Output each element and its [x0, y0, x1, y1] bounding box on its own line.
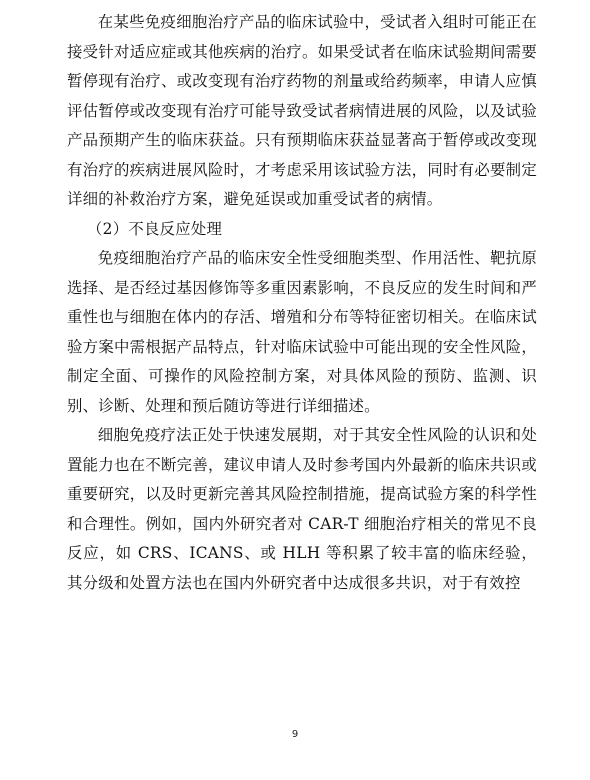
- paragraph-clinical-safety: 免疫细胞治疗产品的临床安全性受细胞类型、作用活性、靶抗原选择、是否经过基因修饰等多重因素影响，不良反应的发生时间和严重性也与细胞在体内的存活、增殖和分布等特征密切相关。在临床试验方案中需根据产品特点，针对临床试验中可能出现的安全性风险，制定全面、可操作的风险控制方案，对具体风险的预防、监测、识别、诊断、处理和预后随访等进行详细描述。: [67, 249, 537, 415]
- paragraph-existing-treatment: 在某些免疫细胞治疗产品的临床试验中，受试者入组时可能正在接受针对适应症或其他疾病的治疗。如果受试者在临床试验期间需要暂停现有治疗、或改变现有治疗药物的剂量或给药频率，申请人应慎评估暂停或改变现有治疗可能导致受试者病情进展的风险，以及试验产品预期产生的临床获益。只有预期临床获益显著高于暂停或改变现有治疗的疾病进展风险时，才考虑采用该试验方法，同时有必要制定详细的补救治疗方案，避免延误或加重受试者的病情。: [67, 13, 537, 208]
- paragraph-risk-control-update: 细胞免疫疗法正处于快速发展期，对于其安全性风险的认识和处置能力也在不断完善，建议申请人及时参考国内外最新的临床共识或重要研究，以及时更新完善其风险控制措施，提高试验方案的科学性和合理性。例如，国内外研究者对 CAR-T 细胞治疗相关的常见不良反应，如 CRS、ICANS、或 HLH 等积累了较丰富的临床经验，其分级和处置方法也在国内外研究者中达成很多共识，对于有效控: [67, 426, 537, 592]
- section-heading-adverse-reaction: （2）不良反应处理: [87, 219, 223, 238]
- page-number: 9: [291, 729, 299, 740]
- document-body: [67, 8, 537, 598]
